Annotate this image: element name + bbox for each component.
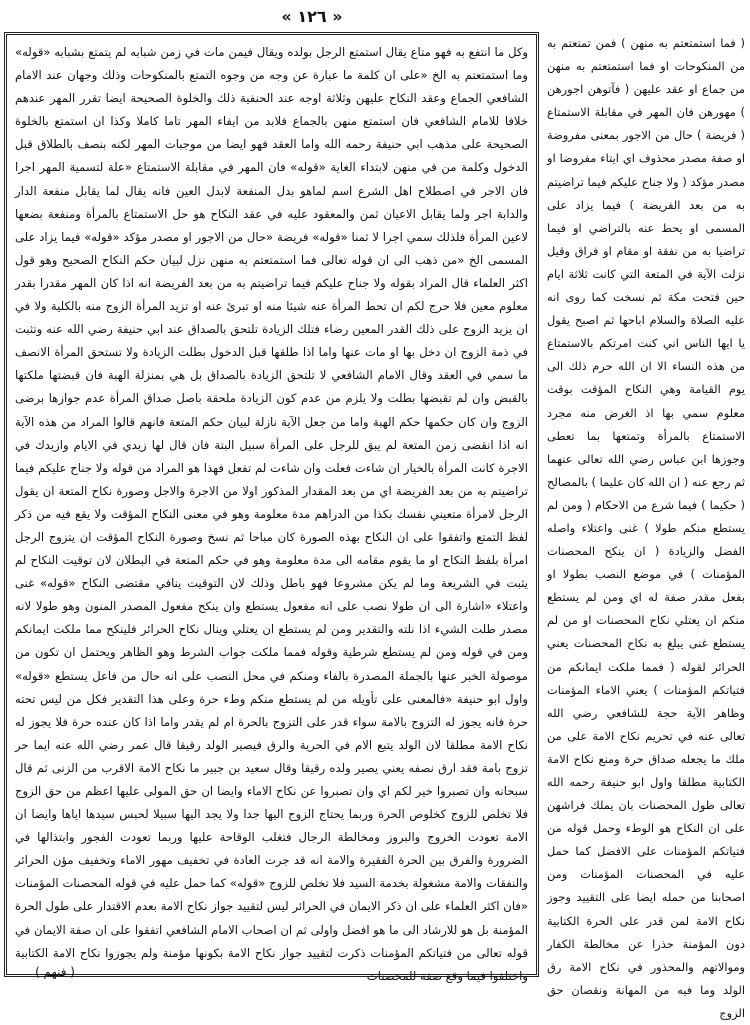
page-number: « ١٢٦ » [281,7,343,26]
tafsir-text: ( فما استمتعتم به منهن ) فمن تمتعتم به من المنكوحات او فما استمتعتم به منهن من جماع او عقد عليهن ( فآتوهن اجورهن ) مهورهن فان المهر في مقابلة الاستمتاع ( فريضة ) حال من الاجور بمعنى مفروضة او صفة مصدر محذوف اي ايتاء مفروضا او مصدر مؤكد ( ولا جناح عليكم فيما تراضيتم به من بعد الفريضة ) فيما يزاد على المسمى او يحط عنه بالتراضي او فيما تراضيا به من نفقة او مقام او فراق وقيل نزلت الآية في المتعة التي كانت ثلاثة ايام حين فتحت مكة ثم نسخت كما روى انه عليه الصلاة والسلام اباحها ثم اصبح يقول يا ايها الناس اني كنت امرتكم بالاستمتاع من هذه النساء الا ان الله حرم ذلك الى يوم القيامة وهي النكاح المؤقت بوقت معلوم سمي بها اذ الغرض منه مجرد الاستمتاع بالمرأة وتمتعها بما تعطى وجوزها ابن عباس رضي الله تعالى عنهما ثم رجع عنه ( ان الله كان عليما ) بالمصالح ( حكيما ) فيما شرع من الاحكام ( ومن لم يستطع منكم طولا ) غنى واعتلاء واصله الفضل والزيادة ( ان ينكح المحصنات المؤمنات ) في موضع النصب بطولا او بفعل مقدر صفة له اي ومن لم يستطع منكم ان يعتلي نكاح المحصنات او من لم يستطع غنى يبلغ به نكاح المحصنات يعني الحرائر لقوله ( فمما ملكت ايمانكم من فتياتكم المؤمنات ) يعني الاماء المؤمنات وظاهر الآية حجة للشافعي رضي الله تعالى عنه في تحريم نكاح الامة على من ملك ما يجعله صداق حرة ومنع نكاح الامة الكتابية مطلقا واول ابو حنيفة رحمه الله تعالى طول المحصنات بان يملك فراشهن على ان النكاح هو الوطء وحمل قوله من فتياتكم المؤمنات على الافضل كما حمل عليه في المحصنات المؤمنات ومن اصحابنا من حمله ايضا على التقييد وجوز نكاح الامة لمن قدر على الحرة الكتابية دون المؤمنة حذرا عن مخالطة الكفار وموالاتهم والمحذور في نكاح الامة رق الولد وما فيه من المهانة ونقصان حق الزوج [547,36,745,1020]
commentary-frame [4,32,539,983]
commentary-text: وكل ما انتفع به فهو متاع يقال استمتع الرجل بولده ويقال فيمن مات في زمن شبابه لم يتمتع بشبابه «قوله» وما استمتعتم به الخ «على ان كلمة ما عبارة عن وجه من وجوه التمتع بالمنكوحات وذلك وجهان عند الامام الشافعي الجماع وعقد النكاح عليهن وثلاثة اوجه عند الحنفية ذلك والخلوة الصحيحة ايضا تقرر المهر عندهم خلافا للامام الشافعي فان استمتع منهن بالجماع فلابد من ايفاء المهر تاما كاملا وكذا ان استمتع بالخلوة الصحيحة على مذهب ابي حنيفة رحمه الله واما العقد فهو ايضا من موجبات المهر لكنه بنصف بالطلاق قبل الدخول وكلمة من في منهن لابتداء الغاية «قوله» فان المهر في مقابلة الاستمتاع «علة لتسمية المهر اجرا فان الاجر في اصطلاح اهل الشرع اسم لماهو بدل المنفعة لابدل العين فانه يقال لما يقابل منفعة الدار والدابة اجر ولما يقابل الاعيان ثمن والمعقود عليه في عقد النكاح هو حل الاستمتاع بالمرأة ومنفعة بضعها لاعين المرأة فلذلك سمي اجرا لا ثمنا «قوله» فريضة «حال من الاجور او مصدر مؤكد «قوله» فيما يزاد على المسمى الخ «من ذهب الى ان قوله تعالى فما استمتعتم به منهن نزل لبيان حكم النكاح الصحيح وهو قول اكثر العلماء قال المراد بقوله ولا جناح عليكم فيما تراضيتم به من بعد الفريضة انه اذا كان المهر مقدرا بقدر معلوم معين فلا حرج لكم ان تحط المرأة عنه شيئا منه او تبرئ عنه او تزيد المرأة الزوج منه بالكلية ولا في ان يزيد الزوج على ذلك القدر المعين رضاء فتلك الزيادة تلتحق بالصداق عند ابي حنيفة رضي الله عنه وتثبت في ذمة الزوج ان دخل بها او مات عنها واما اذا طلقها قبل الدخول بطلت الزيادة ولا تستحق المرأة الانصف ما سمي في العقد وقال الامام الشافعي لا تلتحق الزيادة بالصداق بل هي بمنزلة الهبة فان قبضتها ملكتها بالقبض وان لم تقبضها بطلت ولا يلزم من عدم كون الزيادة ملحقة باصل صداق المرأة عدم جوازها برضى الزوج وان كان حكمها حكم الهبة واما من جعل الآية نازلة لبيان حكم المتعة فانهم قالوا المراد من هذه الآية انه اذا انقضى زمن المتعة لم يبق للرجل على المرأة سبيل البتة فان قال لها زيدي في الايام وازيدك في الاجرة كانت المرأة بالخيار ان شاءت فعلت وان شاءت لم تفعل فهذا هو المراد من قوله ولا جناح عليكم فيما تراضيتم به من بعد الفريضة اي من بعد المقدار المذكور اولا من الاجرة والاجل وصورة نكاح المتعة ان يقول الرجل لامرأة متعيني نفسك بكذا من الدراهم مدة معلومة وهو في معنى النكاح المؤقت ولا يقع فيه من ذكر لفظ التمتع واتفقوا على ان النكاح بهذه الصورة كان مباحا ثم نسخ وصورة النكاح المؤقت ان يتزوج الرجل امرأة بلفظ النكاح او ما يقوم مقامه الى مدة معلومة وهو في حكم المتعة في البطلان لان توقيت النكاح لم يثبت في الشريعة وما لم يكن مشروعا فهو باطل وذلك لان التوقيت ينافي مقتضى النكاح «قوله» غنى واعتلاء «اشارة الى ان طولا نصب على انه مفعول يستطع وان ينكح مفعول المصدر المنون وهو طولا لانه مصدر طلت الشيء اذا نلته والتقدير ومن لم يستطع ان يعتلي وينال نكاح الحرائر فلينكح مما ملكت ايمانكم ومن في قوله ومن لم يستطع شرطية وقوله فمما ملكت جواب الشرط وهو الظاهر ويحتمل ان تكون من موصولة الخبر عنها بالجملة المصدرة بالفاء ومنكم في محل النصب على انه حال من فاعل يستطع «قوله» واول ابو حنيفة «فالمعنى على تأويله من لم يستطع منكم وطء حرة وعلى هذا التقدير فكل من ليس تحته حرة فانه يجوز له التزوج بالامة سواء قدر على التزوج بالحرة ام لم يقدر واما اذا كان عنده حرة فلا يجوز له نكاح الامة مطلقا لان الولد يتبع الام في الحرية والرق فيصير الولد رقيقا قال عمر رضي الله عنه ايما حر تزوج بامة فقد ارق نصفه يعني يصير ولده رقيقا وقال سعيد بن جبير ما نكاح الامة الاقرب من الزنى ثم قال سبحانه وان تصبروا خير لكم اي وان تصبروا عن نكاح الاماء وايضا ان حق المولى عليها اعظم من حق الزوج فلا تخلص للزوج كخلوص الحرة وربما يحتاج الزوج اليها جدا ولا يجد اليها سبيلا لحبس سيدها اياها وايضا ان الامة تعودت الخروج والبروز ومخالطة الرجال فتغلب الوقاحة عليها وربما تعودت الفجور وابتذالها في الضرورة والفرق بين الحرة الفقيرة والامة انه قد جرت العادة في تخفيف مهور الاماء وتخفيف مؤن الحرائر والنفقات والامة مشغولة بخدمة السيد فلا تخلص للزوج «قوله» كما حمل عليه في قوله المحصنات المؤمنات «فان اكثر العلماء على ان ذكر الايمان في الحرائر ليس لتقييد جواز نكاح الامة بعدم الاقتدار على طول الحرة المؤمنة بل هو للارشاد الى ما هو افضل واولى ثم ان اصحاب الامام الشافعي اتفقوا على ان صفة الايمان في قوله تعالى من فتياتكم المؤمنات ذكرت لتقييد جواز نكاح الامة بكونها مؤمنة ولم يجوزوا نكاح الامة الكتابية واختلفوا فيما وقع صفة للمحصنات [15,45,528,983]
tafsir-column [547,32,745,1020]
catchword: ( فنهم ) [35,965,75,979]
page-number-value: ١٢٦ [297,7,327,26]
